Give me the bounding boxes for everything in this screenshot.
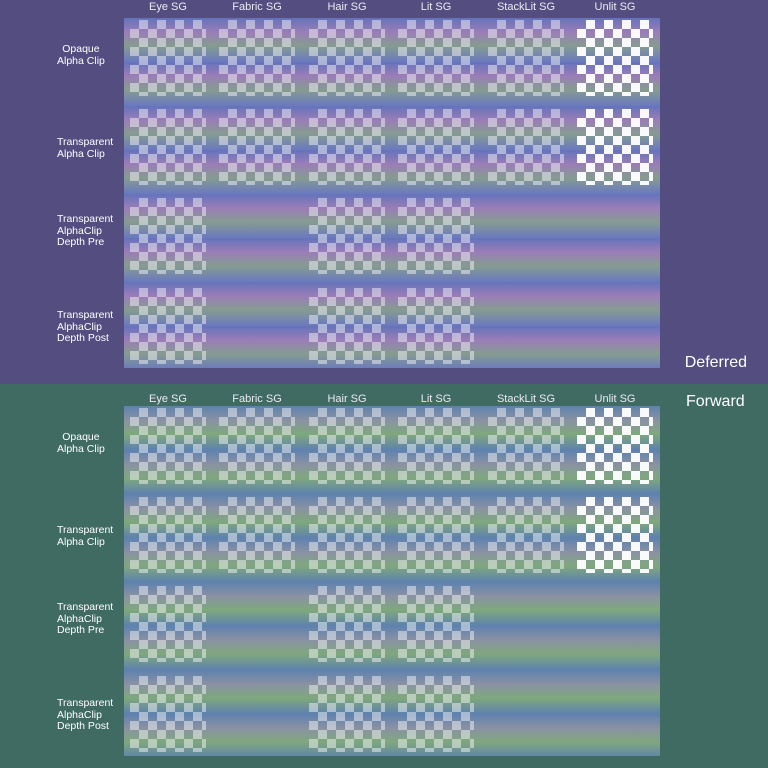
forward-title: Forward xyxy=(686,393,745,410)
forward-row-label: Opaque Alpha Clip xyxy=(57,431,105,455)
deferred-column-header: Lit SG xyxy=(420,1,452,13)
deferred-title: Deferred xyxy=(684,354,747,371)
deferred-row-label: Transparent Alpha Clip xyxy=(57,136,114,160)
forward-checker-cell xyxy=(130,497,206,573)
forward-row-label: Transparent Alpha Clip xyxy=(57,524,114,548)
deferred-checker-cell xyxy=(309,20,385,96)
forward-grid xyxy=(124,406,660,756)
forward-checker-cell xyxy=(398,676,474,752)
forward-checker-cell xyxy=(309,497,385,573)
forward-checker-cell xyxy=(219,497,295,573)
deferred-checker-cell xyxy=(398,20,474,96)
deferred-checker-cell xyxy=(398,109,474,185)
forward-checker-cell xyxy=(219,408,295,484)
deferred-grid xyxy=(124,18,660,368)
forward-checker-cell xyxy=(398,586,474,662)
deferred-column-header: Fabric SG xyxy=(232,1,282,13)
forward-checker-cell xyxy=(130,408,206,484)
forward-column-header: Hair SG xyxy=(327,393,367,405)
deferred-checker-cell xyxy=(488,109,564,185)
forward-column-header: Unlit SG xyxy=(594,393,636,405)
deferred-checker-cell xyxy=(577,109,653,185)
forward-checker-cell xyxy=(309,676,385,752)
forward-column-header: Eye SG xyxy=(149,393,187,405)
deferred-column-header: Unlit SG xyxy=(594,1,636,13)
forward-checker-cell xyxy=(130,586,206,662)
deferred-checker-cell xyxy=(488,20,564,96)
deferred-column-header: Eye SG xyxy=(149,1,187,13)
forward-checker-cell xyxy=(398,497,474,573)
forward-row-label: Transparent AlphaClip Depth Post xyxy=(57,697,114,732)
deferred-checker-cell xyxy=(219,20,295,96)
deferred-checker-cell xyxy=(309,288,385,364)
forward-column-header: StackLit SG xyxy=(496,393,556,405)
deferred-row-label: Transparent AlphaClip Depth Post xyxy=(57,309,114,344)
forward-column-header: Fabric SG xyxy=(232,393,282,405)
deferred-column-header: Hair SG xyxy=(327,1,367,13)
deferred-checker-cell xyxy=(309,109,385,185)
forward-checker-cell xyxy=(488,497,564,573)
deferred-checker-cell xyxy=(130,198,206,274)
deferred-row-label: Transparent AlphaClip Depth Pre xyxy=(57,213,114,248)
forward-checker-cell xyxy=(577,408,653,484)
forward-checker-cell xyxy=(488,408,564,484)
forward-checker-cell xyxy=(398,408,474,484)
forward-checker-cell xyxy=(577,497,653,573)
forward-checker-cell xyxy=(309,586,385,662)
deferred-column-header: StackLit SG xyxy=(496,1,556,13)
forward-checker-cell xyxy=(309,408,385,484)
deferred-checker-cell xyxy=(309,198,385,274)
deferred-checker-cell xyxy=(130,20,206,96)
deferred-checker-cell xyxy=(130,109,206,185)
deferred-checker-cell xyxy=(219,109,295,185)
deferred-checker-cell xyxy=(398,198,474,274)
deferred-row-label: Opaque Alpha Clip xyxy=(57,43,105,67)
deferred-checker-cell xyxy=(398,288,474,364)
forward-panel xyxy=(0,384,768,768)
forward-row-label: Transparent AlphaClip Depth Pre xyxy=(57,601,114,636)
forward-column-header: Lit SG xyxy=(420,393,452,405)
deferred-checker-cell xyxy=(130,288,206,364)
forward-checker-cell xyxy=(130,676,206,752)
deferred-checker-cell xyxy=(577,20,653,96)
